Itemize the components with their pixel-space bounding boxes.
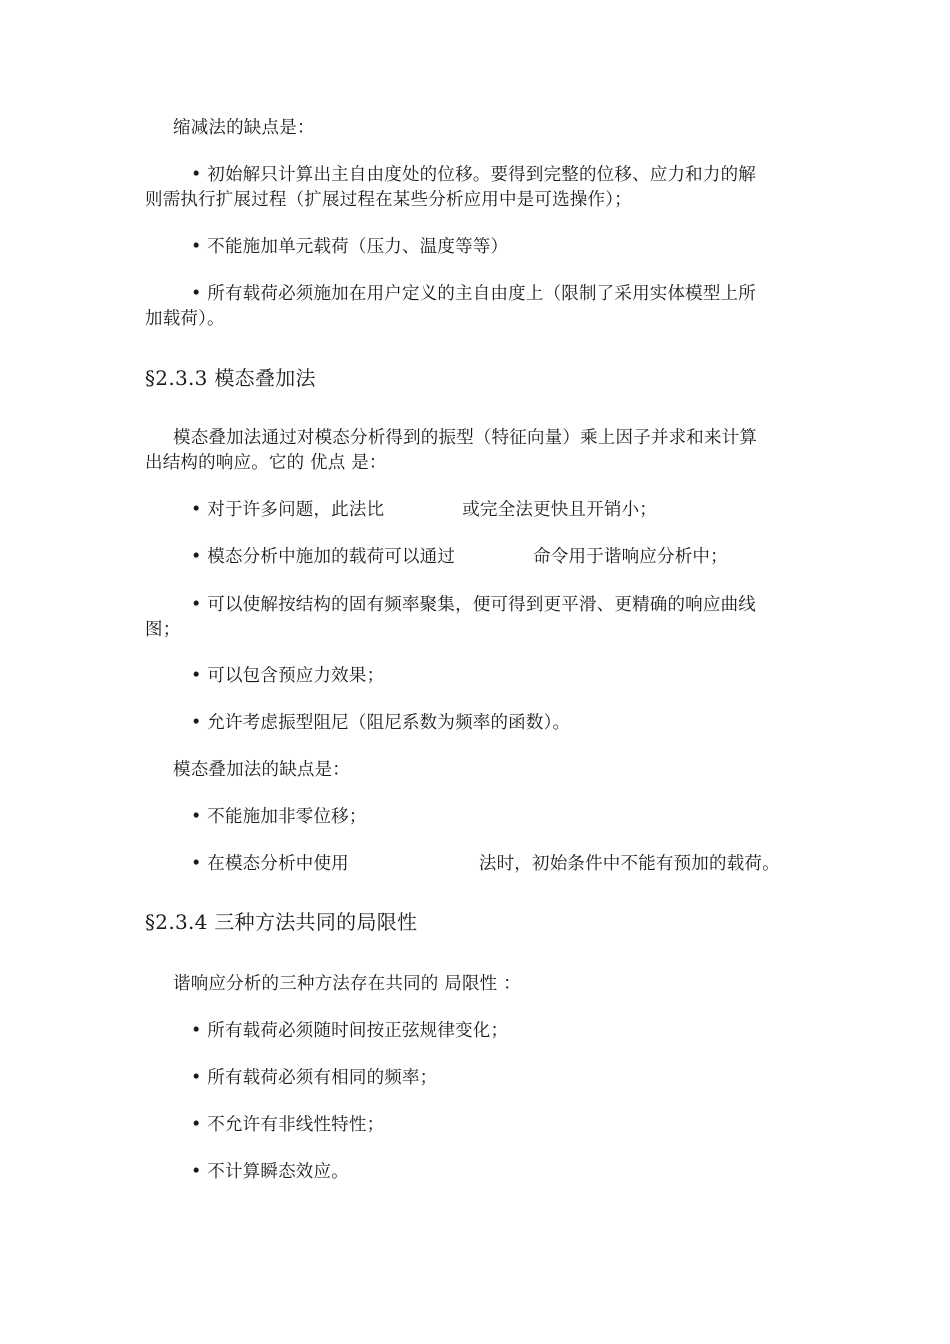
modal-intro-line1: 模态叠加法通过对模态分析得到的振型（特征向量）乘上因子并求和来计算 xyxy=(173,428,758,448)
limit-item-4: • 不计算瞬态效应。 xyxy=(191,1162,349,1182)
limit-item-1: • 所有载荷必须随时间按正弦规律变化； xyxy=(191,1021,509,1041)
modal-pro-1-text-a: • 对于许多问题，此法比 xyxy=(191,500,385,520)
modal-pro-2-text-b: 命令用于谐响应分析中； xyxy=(533,547,728,567)
modal-pro-1-text-b: 或完全法更快且开销小； xyxy=(462,500,657,520)
modal-pro-2 xyxy=(191,546,728,568)
modal-con-2-text-b: 法时，初始条件中不能有预加的载荷。 xyxy=(478,854,780,874)
reduce-con-3-line1: • 所有载荷必须施加在用户定义的主自由度上（限制了采用实体模型上所 xyxy=(191,284,756,304)
modal-intro-line2: 出结构的响应。它的 优点 是： xyxy=(145,453,387,473)
modal-pro-3-line1: • 可以使解按结构的固有频率聚集，便可得到更平滑、更精确的响应曲线 xyxy=(191,595,756,615)
reduce-con-1-line1: • 初始解只计算出主自由度处的位移。要得到完整的位移、应力和力的解 xyxy=(191,165,756,185)
limit-item-3: • 不允许有非线性特性； xyxy=(191,1115,385,1135)
reduce-con-2: • 不能施加单元载荷（压力、温度等等） xyxy=(191,237,509,257)
limits-intro: 谐响应分析的三种方法存在共同的 局限性 ： xyxy=(173,974,521,994)
reduce-con-3-line2: 加载荷）。 xyxy=(145,309,225,329)
modal-pro-5: • 允许考虑振型阻尼（阻尼系数为频率的函数）。 xyxy=(191,713,571,733)
modal-con-2 xyxy=(191,853,780,875)
modal-pro-1 xyxy=(191,499,657,521)
modal-pro-4: • 可以包含预应力效果； xyxy=(191,666,385,686)
modal-pro-3-line2: 图； xyxy=(145,620,181,640)
modal-pro-2-text-a: • 模态分析中施加的载荷可以通过 xyxy=(191,547,456,567)
modal-con-2-text-a: • 在模态分析中使用 xyxy=(191,854,349,874)
limit-item-2: • 所有载荷必须有相同的频率； xyxy=(191,1068,438,1088)
section-heading-2-3-4: §2.3.4 三种方法共同的局限性 xyxy=(145,910,418,934)
modal-cons-intro: 模态叠加法的缺点是： xyxy=(173,760,350,780)
section-heading-2-3-3: §2.3.3 模态叠加法 xyxy=(145,366,316,390)
reduce-con-1-line2: 则需执行扩展过程（扩展过程在某些分析应用中是可选操作）； xyxy=(145,190,632,210)
modal-con-1: • 不能施加非零位移； xyxy=(191,807,367,827)
reduce-cons-intro: 缩减法的缺点是： xyxy=(173,118,315,138)
